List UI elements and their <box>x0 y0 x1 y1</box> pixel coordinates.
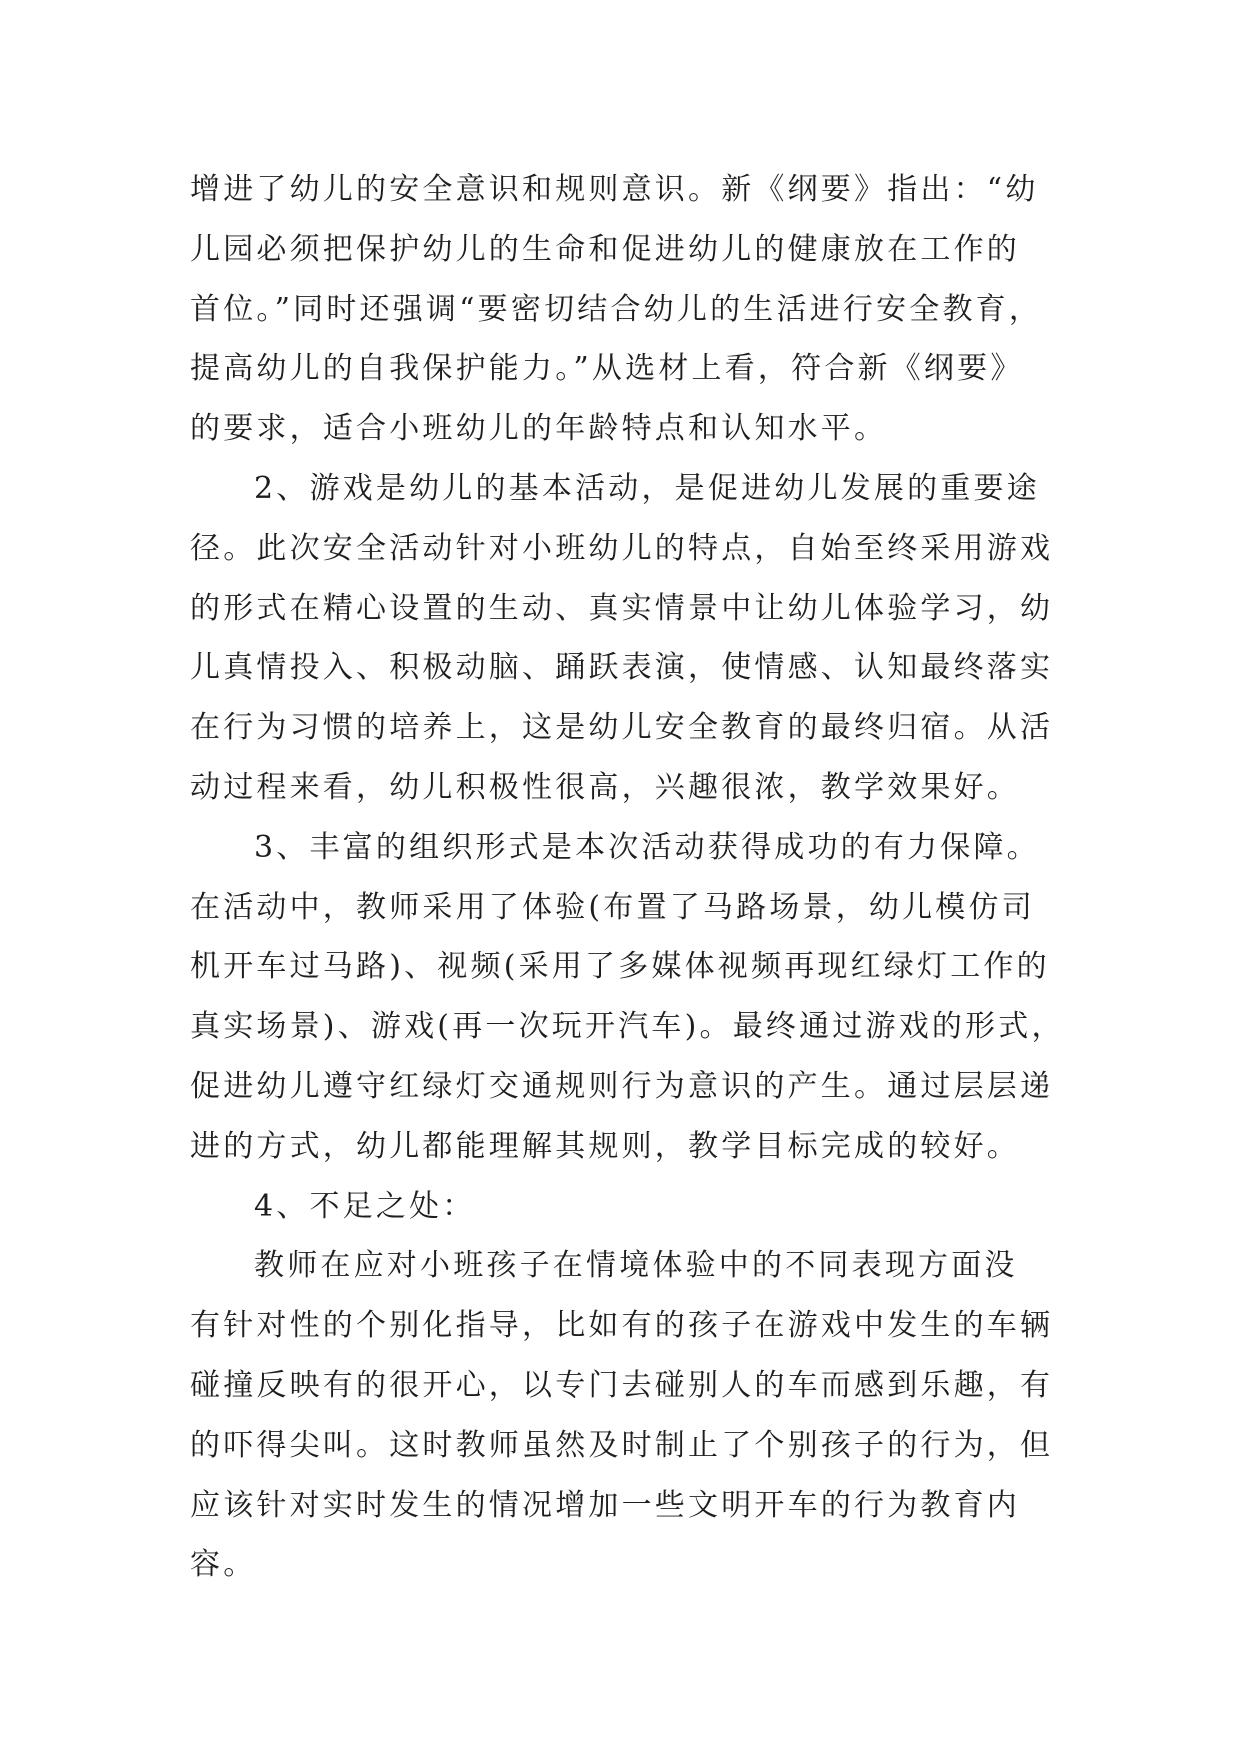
text-line: 在活动中，教师采用了体验(布置了马路场景，幼儿模仿司 <box>190 889 1035 925</box>
text-line: 提高幼儿的自我保护能力。”从选材上看，符合新《纲要》 <box>190 351 1024 387</box>
text-line: 的吓得尖叫。这时教师虽然及时制止了个别孩子的行为，但 <box>190 1427 1054 1463</box>
text-line: 容。 <box>190 1547 257 1583</box>
text-line: 应该针对实时发生的情况增加一些文明开车的行为教育内 <box>190 1487 1020 1523</box>
text-line: 碰撞反映有的很开心，以专门去碰别人的车而感到乐趣，有 <box>190 1367 1054 1403</box>
text-line: 的形式在精心设置的生动、真实情景中让幼儿体验学习，幼 <box>190 590 1054 626</box>
text-line: 进的方式，幼儿都能理解其规则，教学目标完成的较好。 <box>190 1128 1020 1164</box>
text-line: 在行为习惯的培养上，这是幼儿安全教育的最终归宿。从活 <box>190 710 1054 746</box>
text-line: 径。此次安全活动针对小班幼儿的特点，自始至终采用游戏 <box>190 530 1054 566</box>
paragraph-5-first-line: 教师在应对小班孩子在情境体验中的不同表现方面没 <box>254 1248 1018 1284</box>
paragraph-3-first-line: 3、丰富的组织形式是本次活动获得成功的有力保障。 <box>254 829 1040 865</box>
text-line: 机开车过马路)、视频(采用了多媒体视频再现红绿灯工作的 <box>190 949 1050 985</box>
text-line: 增进了幼儿的安全意识和规则意识。新《纲要》指出：“幼 <box>190 172 1039 207</box>
text-line: 动过程来看，幼儿积极性很高，兴趣很浓，教学效果好。 <box>190 769 1020 805</box>
text-line: 儿真情投入、积极动脑、踊跃表演，使情感、认知最终落实 <box>190 650 1054 686</box>
document-body <box>190 160 1065 1595</box>
text-line: 首位。”同时还强调“要密切结合幼儿的生活进行安全教育， <box>190 291 1043 327</box>
paragraph-2-first-line: 2、游戏是幼儿的基本活动，是促进幼儿发展的重要途 <box>254 470 1040 506</box>
text-line: 促进幼儿遵守红绿灯交通规则行为意识的产生。通过层层递 <box>190 1068 1054 1104</box>
paragraph-4-heading: 4、不足之处： <box>254 1188 476 1224</box>
text-line: 有针对性的个别化指导，比如有的孩子在游戏中发生的车辆 <box>190 1308 1054 1344</box>
text-line: 的要求，适合小班幼儿的年龄特点和认知水平。 <box>190 411 888 447</box>
text-line: 儿园必须把保护幼儿的生命和促进幼儿的健康放在工作的 <box>190 231 1020 267</box>
text-line: 真实场景)、游戏(再一次玩开汽车)。最终通过游戏的形式， <box>190 1009 1065 1045</box>
